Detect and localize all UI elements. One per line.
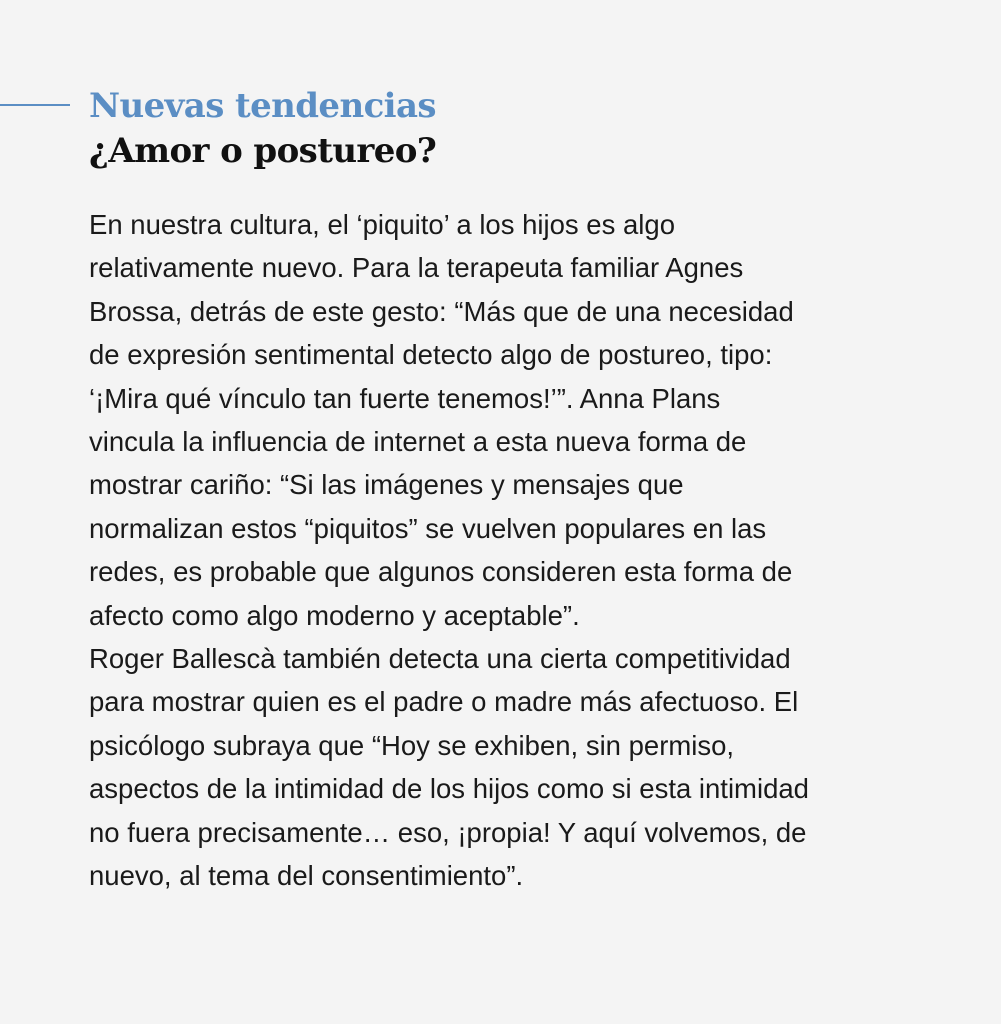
- section-kicker: Nuevas tendencias: [89, 86, 436, 126]
- accent-rule: [0, 104, 70, 106]
- body-line: Brossa, detrás de este gesto: “Más que de una necesidad: [89, 295, 794, 327]
- body-line: relativamente nuevo. Para la terapeuta familiar Agnes: [89, 252, 744, 284]
- article-body: [89, 203, 929, 898]
- body-line: de expresión sentimental detecto algo de postureo, tipo:: [89, 339, 773, 371]
- body-line: nuevo, al tema del consentimiento”.: [89, 860, 524, 892]
- body-line: normalizan estos “piquitos” se vuelven populares en las: [89, 512, 767, 544]
- body-line: no fuera precisamente… eso, ¡propia! Y aquí volvemos, de: [89, 816, 807, 848]
- body-line: ‘¡Mira qué vínculo tan fuerte tenemos!’”. Anna Plans: [89, 382, 721, 414]
- body-line: En nuestra cultura, el ‘piquito’ a los hijos es algo: [89, 209, 675, 240]
- body-line: vincula la influencia de internet a esta nueva forma de: [89, 426, 747, 458]
- body-line: aspectos de la intimidad de los hijos como si esta intimidad: [89, 773, 809, 805]
- article-title: ¿Amor o postureo?: [89, 131, 437, 171]
- body-line: psicólogo subraya que “Hoy se exhiben, sin permiso,: [89, 729, 735, 761]
- body-line: redes, es probable que algunos consideren esta forma de: [89, 556, 793, 588]
- body-line: afecto como algo moderno y aceptable”.: [89, 599, 580, 631]
- body-line: mostrar cariño: “Si las imágenes y mensajes que: [89, 469, 684, 501]
- body-line: para mostrar quien es el padre o madre más afectuoso. El: [89, 686, 799, 718]
- body-line: Roger Ballescà también detecta una cierta competitividad: [89, 643, 791, 675]
